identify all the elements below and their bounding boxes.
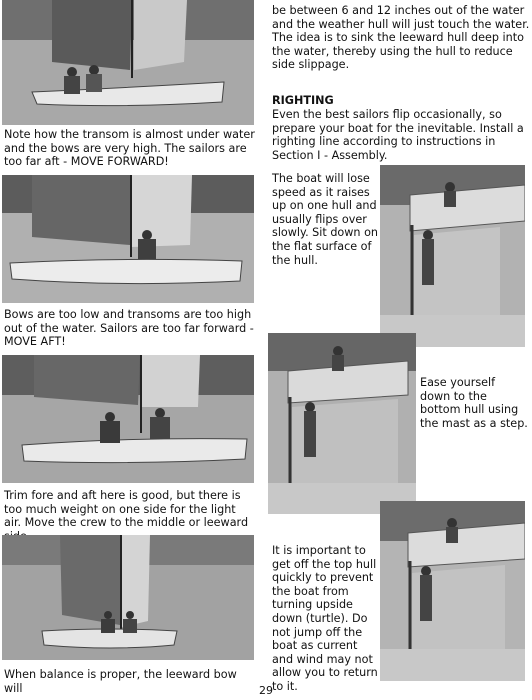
photo-righting-ease-down	[268, 333, 416, 514]
photo-catamaran-sailors-aft	[2, 0, 254, 125]
photo-righting-off-top-hull	[380, 501, 525, 681]
page-number: 29	[259, 684, 273, 697]
caption-2: Bows are too low and transoms are too high out of the water. Sailors are too far forward - MOVE AFT!	[4, 308, 254, 349]
righting-step-2: Ease yourself down to the bottom hull using the mast as a step.	[420, 376, 528, 430]
righting-step-3: It is important to get off the top hull quickly to prevent the boat from turning upside down (turtle). Do not jump off the boat as current and wind may not allow you to return to it.	[272, 544, 378, 693]
photo-righting-sit-on-hull	[380, 165, 525, 347]
caption-4: When balance is proper, the leeward bow will	[4, 668, 237, 695]
intro-text: be between 6 and 12 inches out of the water and the weather hull will just touch the water. The idea is to sink the leeward hull deep into the water, thereby using the hull to reduce side slippage.	[272, 4, 530, 72]
righting-step-1: The boat will lose speed as it raises up on one hull and usually flips over slowly. Sit down on the flat surface of the hull.	[272, 172, 379, 267]
caption-1: Note how the transom is almost under water and the bows are very high. The sailors are too far aft - MOVE FORWARD!	[4, 128, 255, 169]
righting-heading: RIGHTING	[272, 94, 334, 107]
photo-catamaran-weight-one-side	[2, 355, 254, 483]
caption-3: Trim fore and aft here is good, but there is too much weight on one side for the light air. Move the crew to the middle or leeward	[4, 489, 249, 530]
photo-catamaran-sailors-forward	[2, 175, 254, 303]
righting-text: Even the best sailors flip occasionally, so prepare your boat for the inevitable. Install a righting line according to instructions in Section I - Assembly.	[272, 108, 524, 162]
photo-catamaran-balanced	[2, 535, 254, 660]
